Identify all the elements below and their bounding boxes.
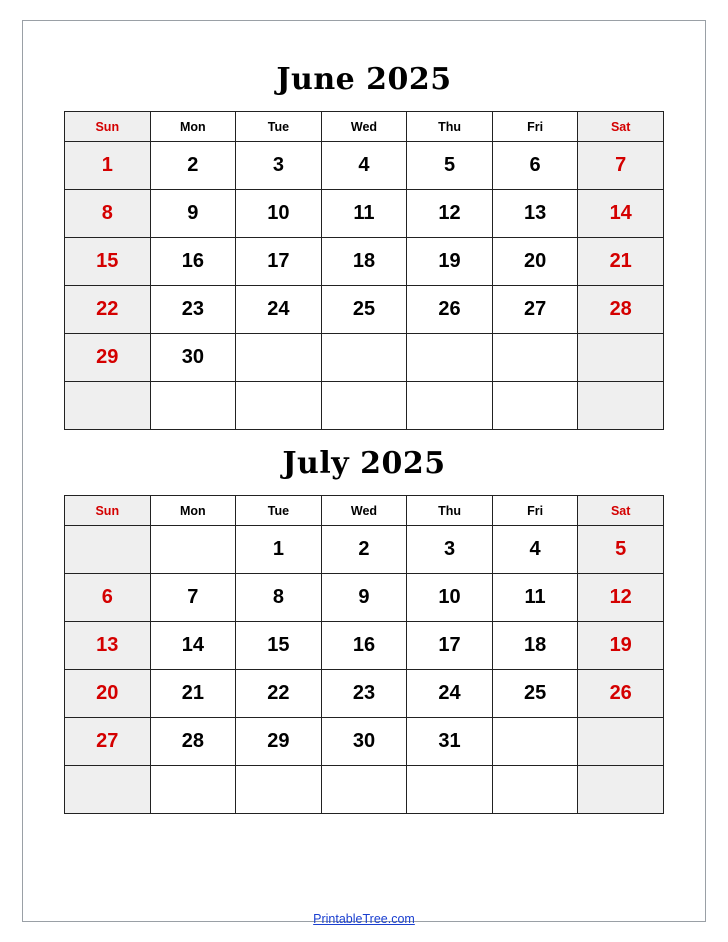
day-cell-empty (150, 526, 236, 574)
day-cell-empty (321, 382, 407, 430)
day-cell-empty (407, 334, 493, 382)
day-cell-empty (236, 382, 322, 430)
weekday-header-thu: Thu (407, 496, 493, 526)
weekday-header-wed: Wed (321, 112, 407, 142)
day-cell[interactable]: 6 (492, 142, 578, 190)
weekday-header-row (65, 112, 664, 142)
day-cell[interactable]: 1 (236, 526, 322, 574)
calendar-content (22, 20, 706, 922)
weekday-header-row (65, 496, 664, 526)
day-cell[interactable]: 3 (236, 142, 322, 190)
day-cell[interactable]: 16 (150, 238, 236, 286)
day-cell[interactable]: 21 (578, 238, 664, 286)
calendar-week-row (65, 190, 664, 238)
calendar-week-row (65, 622, 664, 670)
day-cell[interactable]: 26 (578, 670, 664, 718)
day-cell[interactable]: 18 (492, 622, 578, 670)
day-cell[interactable]: 27 (65, 718, 151, 766)
month-block-july (22, 446, 706, 814)
calendar-week-row (65, 574, 664, 622)
day-cell-empty (578, 334, 664, 382)
day-cell[interactable]: 25 (492, 670, 578, 718)
calendar-week-row (65, 286, 664, 334)
weekday-header-mon: Mon (150, 496, 236, 526)
day-cell[interactable]: 22 (236, 670, 322, 718)
calendar-week-row (65, 526, 664, 574)
day-cell-empty (321, 334, 407, 382)
day-cell[interactable]: 9 (321, 574, 407, 622)
weekday-header-thu: Thu (407, 112, 493, 142)
day-cell-empty (236, 334, 322, 382)
weekday-header-sun: Sun (65, 112, 151, 142)
day-cell[interactable]: 31 (407, 718, 493, 766)
day-cell[interactable]: 4 (321, 142, 407, 190)
day-cell[interactable]: 30 (321, 718, 407, 766)
day-cell[interactable]: 20 (492, 238, 578, 286)
weekday-header-mon: Mon (150, 112, 236, 142)
day-cell-empty (65, 526, 151, 574)
day-cell[interactable]: 12 (407, 190, 493, 238)
day-cell[interactable]: 27 (492, 286, 578, 334)
day-cell[interactable]: 11 (492, 574, 578, 622)
day-cell[interactable]: 9 (150, 190, 236, 238)
day-cell[interactable]: 2 (150, 142, 236, 190)
day-cell[interactable]: 3 (407, 526, 493, 574)
day-cell[interactable]: 11 (321, 190, 407, 238)
calendar-week-row (65, 238, 664, 286)
day-cell[interactable]: 22 (65, 286, 151, 334)
month-title-june: June 2025 (276, 62, 452, 97)
weekday-header-wed: Wed (321, 496, 407, 526)
day-cell[interactable]: 13 (492, 190, 578, 238)
day-cell[interactable]: 1 (65, 142, 151, 190)
calendar-week-row (65, 382, 664, 430)
day-cell[interactable]: 18 (321, 238, 407, 286)
day-cell[interactable]: 17 (236, 238, 322, 286)
day-cell-empty (321, 766, 407, 814)
day-cell-empty (578, 718, 664, 766)
day-cell-empty (578, 382, 664, 430)
day-cell[interactable]: 13 (65, 622, 151, 670)
day-cell[interactable]: 19 (407, 238, 493, 286)
day-cell[interactable]: 15 (236, 622, 322, 670)
calendar-table-july (64, 495, 664, 814)
day-cell[interactable]: 21 (150, 670, 236, 718)
day-cell-empty (236, 766, 322, 814)
day-cell[interactable]: 8 (65, 190, 151, 238)
weekday-header-sat: Sat (578, 496, 664, 526)
calendar-week-row (65, 142, 664, 190)
day-cell[interactable]: 24 (236, 286, 322, 334)
day-cell-empty (65, 766, 151, 814)
day-cell-empty (407, 766, 493, 814)
weekday-header-sun: Sun (65, 496, 151, 526)
day-cell-empty (492, 718, 578, 766)
day-cell-empty (492, 766, 578, 814)
day-cell[interactable]: 15 (65, 238, 151, 286)
day-cell-empty (492, 382, 578, 430)
weekday-header-fri: Fri (492, 496, 578, 526)
day-cell[interactable]: 19 (578, 622, 664, 670)
day-cell[interactable]: 29 (65, 334, 151, 382)
footer-link-printabletree[interactable]: PrintableTree.com (313, 912, 415, 926)
day-cell[interactable]: 25 (321, 286, 407, 334)
day-cell[interactable]: 14 (578, 190, 664, 238)
day-cell[interactable]: 17 (407, 622, 493, 670)
day-cell-empty (578, 766, 664, 814)
weekday-header-tue: Tue (236, 112, 322, 142)
month-title-july: July 2025 (282, 446, 446, 481)
weekday-header-sat: Sat (578, 112, 664, 142)
calendar-week-row (65, 766, 664, 814)
day-cell[interactable]: 2 (321, 526, 407, 574)
day-cell[interactable]: 10 (407, 574, 493, 622)
month-block-june (22, 62, 706, 430)
day-cell-empty (492, 334, 578, 382)
day-cell[interactable]: 28 (150, 718, 236, 766)
day-cell[interactable]: 30 (150, 334, 236, 382)
day-cell[interactable]: 4 (492, 526, 578, 574)
day-cell[interactable]: 12 (578, 574, 664, 622)
day-cell[interactable]: 20 (65, 670, 151, 718)
day-cell-empty (150, 766, 236, 814)
calendar-table-june (64, 111, 664, 430)
day-cell[interactable]: 10 (236, 190, 322, 238)
weekday-header-tue: Tue (236, 496, 322, 526)
weekday-header-fri: Fri (492, 112, 578, 142)
day-cell[interactable]: 23 (150, 286, 236, 334)
day-cell-empty (407, 382, 493, 430)
day-cell[interactable]: 14 (150, 622, 236, 670)
calendar-week-row (65, 334, 664, 382)
day-cell[interactable]: 29 (236, 718, 322, 766)
day-cell[interactable]: 16 (321, 622, 407, 670)
calendar-week-row (65, 718, 664, 766)
calendar-week-row (65, 670, 664, 718)
day-cell[interactable]: 7 (578, 142, 664, 190)
day-cell-empty (65, 382, 151, 430)
day-cell[interactable]: 8 (236, 574, 322, 622)
day-cell[interactable]: 24 (407, 670, 493, 718)
footer (0, 910, 728, 928)
day-cell[interactable]: 28 (578, 286, 664, 334)
day-cell[interactable]: 7 (150, 574, 236, 622)
day-cell[interactable]: 5 (407, 142, 493, 190)
day-cell[interactable]: 6 (65, 574, 151, 622)
day-cell[interactable]: 23 (321, 670, 407, 718)
day-cell[interactable]: 26 (407, 286, 493, 334)
day-cell[interactable]: 5 (578, 526, 664, 574)
day-cell-empty (150, 382, 236, 430)
